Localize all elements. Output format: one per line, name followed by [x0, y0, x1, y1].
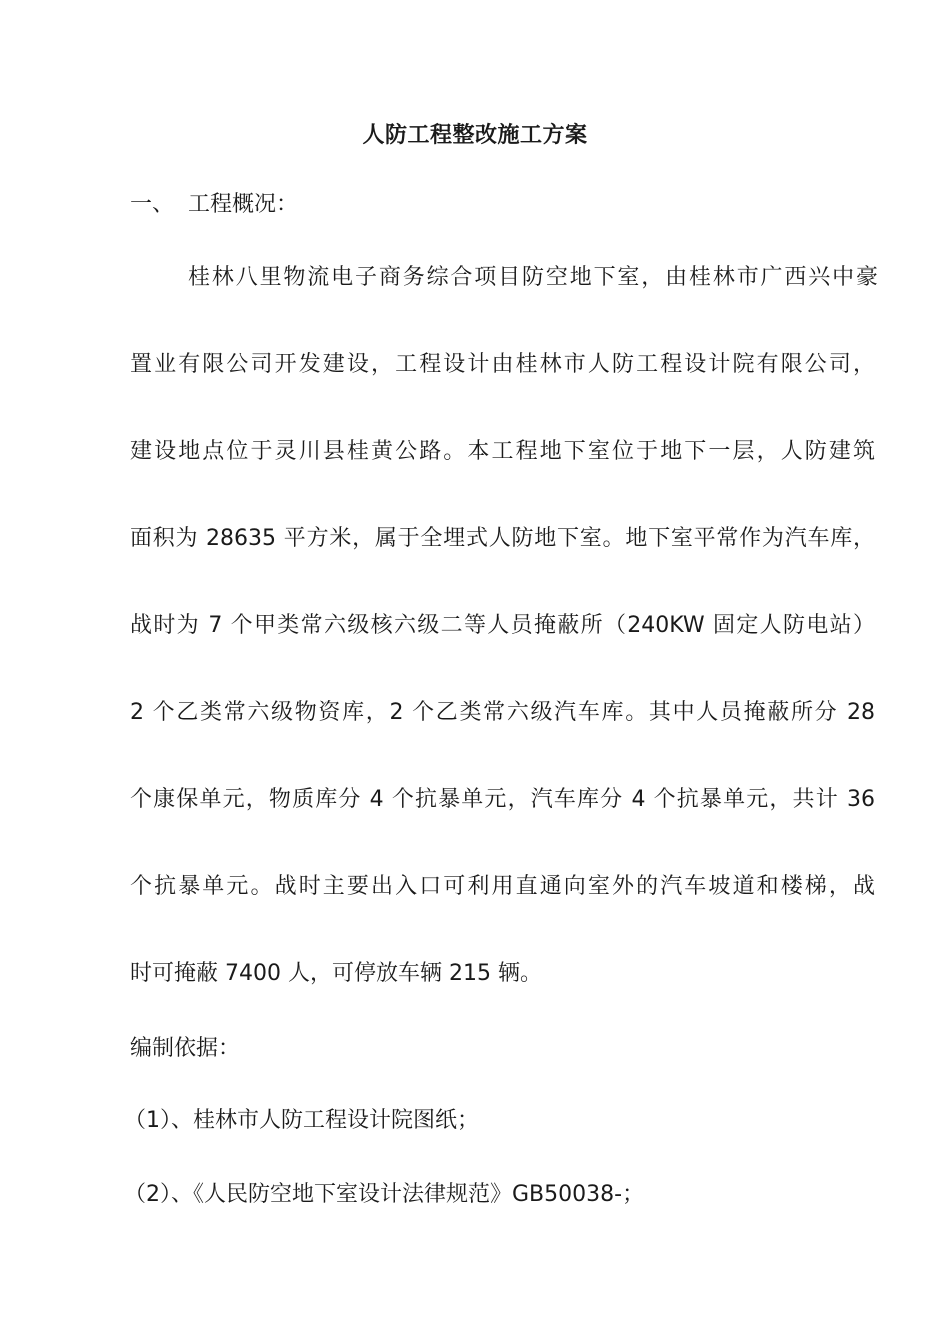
basis-heading: 编制依据： — [130, 1036, 241, 1061]
basis-item-2: （2）、《人民防空地下室设计法律规范》GB50038-； — [124, 1182, 645, 1207]
paragraph-line-7: 个康保单元，物质库分 4 个抗暴单元，汽车库分 4 个抗暴单元，共计 36 — [130, 787, 875, 812]
paragraph-line-3: 建设地点位于灵川县桂黄公路。本工程地下室位于地下一层，人防建筑 — [130, 439, 875, 464]
section-heading — [130, 190, 875, 220]
section-title: 工程概况： — [188, 192, 299, 217]
basis-item-1: （1）、桂林市人防工程设计院图纸； — [124, 1108, 479, 1133]
paragraph-line-2: 置业有限公司开发建设，工程设计由桂林市人防工程设计院有限公司， — [130, 352, 875, 377]
section-number: 一、 — [130, 192, 175, 217]
document-title: 人防工程整改施工方案 — [362, 123, 588, 148]
paragraph-line-4: 面积为 28635 平方米，属于全埋式人防地下室。地下室平常作为汽车库， — [130, 526, 875, 551]
paragraph-line-8: 个抗暴单元。战时主要出入口可利用直通向室外的汽车坡道和楼梯，战 — [130, 874, 875, 899]
paragraph-line-9: 时可掩蔽 7400 人，可停放车辆 215 辆。 — [130, 961, 542, 986]
paragraph-line-5: 战时为 7 个甲类常六级核六级二等人员掩蔽所（240KW 固定人防电站） — [130, 613, 875, 638]
paragraph-line-1: 桂林八里物流电子商务综合项目防空地下室，由桂林市广西兴中豪 — [188, 265, 878, 290]
paragraph-line-6: 2 个乙类常六级物资库，2 个乙类常六级汽车库。其中人员掩蔽所分 28 — [130, 700, 875, 725]
